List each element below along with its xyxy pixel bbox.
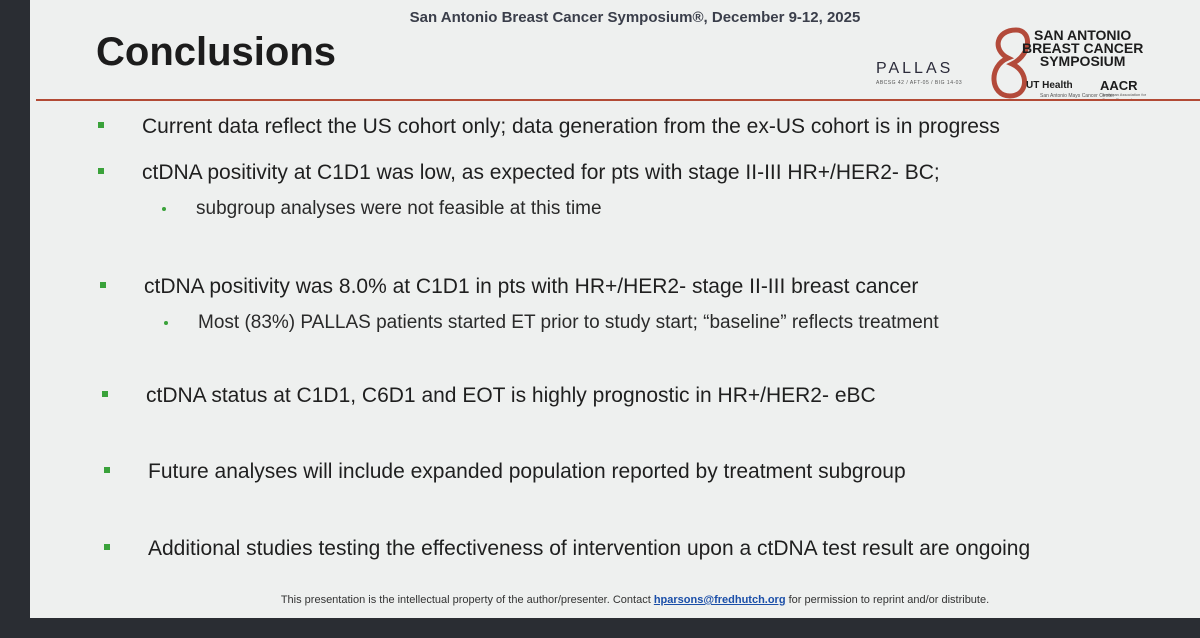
bullet-text: Current data reflect the US cohort only; data generation from the ex-US cohort is in progress xyxy=(142,115,1000,138)
sub-bullet-text: Most (83%) PALLAS patients started ET prior to study start; “baseline” reflects treatment xyxy=(198,312,939,333)
bullet-marker-icon xyxy=(100,282,106,288)
bullet-marker-icon xyxy=(98,168,104,174)
sub-bullet-dot-icon xyxy=(162,207,166,211)
bullet-marker-icon xyxy=(104,544,110,550)
sabcs-line-1: SAN ANTONIO xyxy=(1034,27,1132,43)
bullet-marker-icon xyxy=(98,122,104,128)
footer-text-after: for permission to reprint and/or distribute. xyxy=(785,594,990,606)
sub-bullet-item xyxy=(198,312,939,334)
bullet-item xyxy=(142,161,940,185)
bullet-item xyxy=(148,537,1030,561)
sabcs-line-2: BREAST CANCER xyxy=(1022,40,1144,56)
bullet-item xyxy=(144,275,918,299)
sabcs-line-3: SYMPOSIUM xyxy=(1039,53,1126,69)
bullet-text: ctDNA status at C1D1, C6D1 and EOT is highly prognostic in HR+/HER2- eBC xyxy=(146,384,876,407)
pallas-logo: PALLAS xyxy=(876,60,954,77)
bullet-text: ctDNA positivity was 8.0% at C1D1 in pts with HR+/HER2- stage II-III breast cancer xyxy=(144,275,919,298)
slide-title: Conclusions xyxy=(96,30,337,74)
aacr-logo: AACR xyxy=(1100,78,1138,93)
contact-email-link[interactable]: hparsons@fredhutch.org xyxy=(653,594,786,606)
footer-text-before: This presentation is the intellectual property of the author/presenter. Contact xyxy=(280,594,654,606)
pallas-logo-subtitle: ABCSG 42 / AFT-05 / BIG 14-03 xyxy=(876,80,963,86)
bullet-marker-icon xyxy=(104,467,110,473)
bullet-item xyxy=(146,384,876,408)
sub-bullet-item xyxy=(196,198,602,220)
header-divider xyxy=(36,99,1200,101)
bullet-item xyxy=(148,460,906,484)
bullet-item xyxy=(142,115,1000,139)
sub-bullet-text: subgroup analyses were not feasible at this time xyxy=(196,198,602,219)
sabcs-logo-text xyxy=(1022,29,1143,68)
bullet-text: Future analyses will include expanded population reported by treatment subgroup xyxy=(148,460,906,483)
bullet-marker-icon xyxy=(102,391,108,397)
ut-health-logo: UT Health xyxy=(1026,80,1073,91)
bullet-text: ctDNA positivity at C1D1 was low, as expected for pts with stage II-III HR+/HER2- BC; xyxy=(142,161,940,184)
copyright-footer xyxy=(30,594,1200,606)
slide xyxy=(30,0,1200,618)
sub-bullet-dot-icon xyxy=(164,321,168,325)
conference-header: San Antonio Breast Cancer Symposium®, December 9-12, 2025 xyxy=(409,9,861,26)
aacr-subtitle: American Association for xyxy=(1102,92,1147,97)
bullet-text: Additional studies testing the effectiveness of intervention upon a ctDNA test result are ongoing xyxy=(148,537,1031,560)
ut-health-subtitle: San Antonio Mays Cancer Center xyxy=(1040,93,1115,99)
